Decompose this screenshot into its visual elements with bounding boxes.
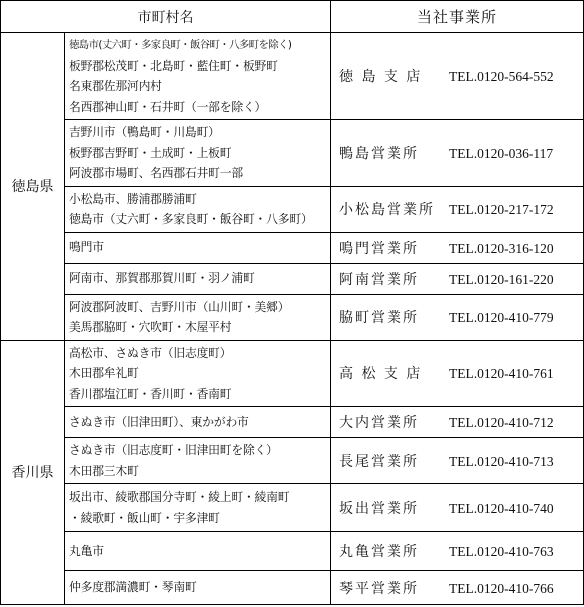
office-name: 小松島営業所 — [339, 202, 435, 218]
municipality-line: 木田郡三木町 — [69, 463, 139, 478]
office-cell — [331, 186, 584, 232]
table-row — [1, 33, 584, 120]
office-name: 鳴門営業所 — [339, 240, 419, 257]
office-phone: TEL.0120-410-712 — [449, 415, 554, 430]
office-name: 大内営業所 — [339, 415, 419, 431]
office-phone: TEL.0120-161-220 — [449, 271, 554, 287]
office-name: 脇町営業所 — [339, 310, 419, 326]
municipality-line: 高松市、さぬき市（旧志度町） — [69, 345, 232, 360]
table-row — [1, 120, 584, 187]
municipality-line: 板野郡吉野町・土成町・上板町 — [69, 145, 232, 160]
municipality-line: さぬき市（旧津田町）、東かがわ市 — [69, 414, 249, 429]
prefecture-cell: 香川県 — [1, 340, 65, 605]
office-name: 坂出営業所 — [339, 500, 419, 517]
municipalities-cell — [65, 438, 331, 484]
header-office: 当社事業所 — [331, 1, 584, 33]
office-cell — [331, 532, 584, 571]
municipality-line: 阿南市、那賀郡那賀川町・羽ノ浦町 — [69, 271, 255, 286]
office-phone: TEL.0120-036-117 — [449, 145, 554, 161]
table-row — [1, 571, 584, 605]
office-cell — [331, 340, 584, 407]
office-phone: TEL.0120-410-740 — [449, 500, 554, 516]
table-row — [1, 407, 584, 438]
municipality-line: 板野郡松茂町・北島町・藍住町・板野町 — [69, 58, 278, 73]
municipality-line: 木田郡牟礼町 — [69, 366, 139, 380]
municipality-line: 鳴門市 — [69, 240, 104, 255]
office-name: 丸亀営業所 — [339, 544, 419, 560]
municipalities-cell — [65, 232, 331, 263]
office-name: 琴平営業所 — [339, 580, 419, 597]
municipalities-cell — [65, 340, 331, 407]
table-row — [1, 438, 584, 484]
table-row — [1, 484, 584, 532]
municipalities-cell — [65, 120, 331, 187]
header-row — [1, 1, 584, 33]
header-municipalities: 市町村名 — [1, 1, 331, 33]
municipality-line: 徳島市(丈六町・多家良町・飯谷町・八多町を除く) — [69, 39, 292, 51]
municipality-line: 美馬郡脇町・穴吹町・木屋平村 — [69, 320, 232, 334]
office-cell — [331, 438, 584, 484]
office-phone: TEL.0120-316-120 — [449, 240, 554, 256]
office-phone: TEL.0120-217-172 — [449, 202, 554, 217]
municipality-line: 小松島市、勝浦郡勝浦町 — [69, 191, 197, 206]
table-row — [1, 232, 584, 263]
municipalities-cell — [65, 294, 331, 340]
office-name: 高 松 支 店 — [339, 366, 423, 383]
municipality-line: さぬき市（旧志度町・旧津田町を除く） — [69, 443, 278, 457]
office-phone: TEL.0120-564-552 — [449, 69, 554, 84]
office-phone: TEL.0120-410-713 — [449, 453, 554, 469]
table-row — [1, 294, 584, 340]
office-phone: TEL.0120-410-766 — [449, 580, 554, 596]
table-row — [1, 186, 584, 232]
office-cell — [331, 232, 584, 263]
municipality-line: ・綾歌町・飯山町・宇多津町 — [69, 510, 220, 525]
municipalities-cell — [65, 33, 331, 120]
table-row — [1, 532, 584, 571]
office-cell — [331, 484, 584, 532]
municipality-line: 名東郡佐那河内村 — [69, 79, 162, 93]
office-name: 長尾営業所 — [339, 453, 419, 470]
office-cell — [331, 33, 584, 120]
municipalities-cell — [65, 263, 331, 294]
municipality-line: 阿波郡阿波町、吉野川市（山川町・美郷） — [69, 299, 290, 314]
prefecture-cell: 徳島県 — [1, 33, 65, 341]
office-name: 徳 島 支 店 — [339, 69, 423, 85]
municipalities-cell — [65, 532, 331, 571]
office-name: 阿南営業所 — [339, 271, 419, 288]
office-cell — [331, 120, 584, 187]
office-phone: TEL.0120-410-761 — [449, 366, 554, 382]
municipality-line: 坂出市、綾歌郡国分寺町・綾上町・綾南町 — [69, 490, 290, 504]
municipality-line: 香川郡塩江町・香川町・香南町 — [69, 386, 232, 401]
municipalities-cell — [65, 484, 331, 532]
office-cell — [331, 263, 584, 294]
municipality-line: 吉野川市（鴨島町・川島町） — [69, 125, 220, 139]
municipalities-cell — [65, 407, 331, 438]
office-cell — [331, 294, 584, 340]
municipalities-cell — [65, 186, 331, 232]
municipality-line: 名西郡神山町・石井町（一部を除く） — [69, 99, 267, 114]
municipality-line: 仲多度郡満濃町・琴南町 — [69, 580, 197, 595]
office-name: 鴨島営業所 — [339, 145, 419, 162]
office-phone: TEL.0120-410-779 — [449, 310, 554, 325]
municipality-line: 丸亀市 — [69, 543, 104, 558]
municipalities-cell — [65, 571, 331, 605]
table-row — [1, 263, 584, 294]
municipality-line: 徳島市（丈六町・多家良町・飯谷町・八多町） — [69, 212, 313, 226]
office-cell — [331, 407, 584, 438]
office-cell — [331, 571, 584, 605]
table-row — [1, 340, 584, 407]
office-phone: TEL.0120-410-763 — [449, 544, 554, 559]
municipality-line: 阿波郡市場町、名西郡石井町一部 — [69, 166, 243, 180]
